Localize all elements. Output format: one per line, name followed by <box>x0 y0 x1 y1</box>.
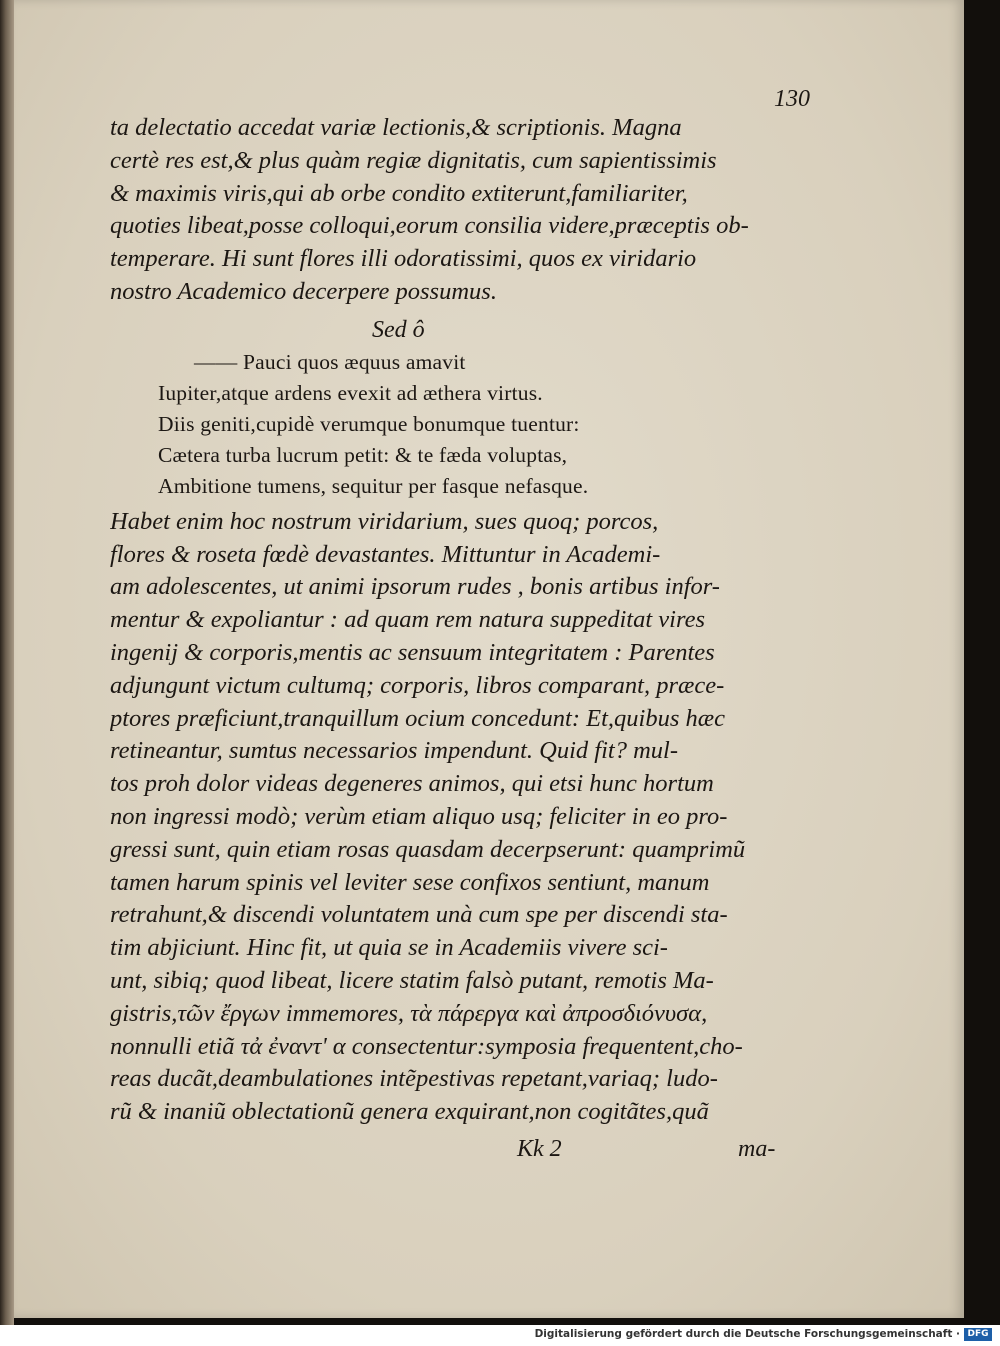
prose-bottom <box>110 506 820 1129</box>
catchword: ma- <box>738 1136 776 1162</box>
verse-line: Ambitione tumens, sequitur per fasque nefasque. <box>158 473 589 498</box>
verse-line: Diis geniti,cupidè verumque bonumque tuentur: <box>158 411 580 436</box>
text-line: ptores præficiunt,tranquillum ocium concedunt: Et,quibus hæc <box>110 704 725 732</box>
text-line: flores & roseta fœdè devastantes. Mittuntur in Academi- <box>110 540 661 568</box>
text-line: unt, sibiq; quod libeat, licere statim falsò putant, remotis Ma- <box>110 966 714 994</box>
dfg-logo-icon: DFG <box>964 1328 992 1341</box>
text-line: ingenij & corporis,mentis ac sensuum integritatem : Parentes <box>110 638 715 666</box>
text-line: mentur & expoliantur : ad quam rem natura suppeditat vires <box>110 606 705 634</box>
book-page <box>14 0 964 1318</box>
text-line: non ingressi modò; verùm etiam aliquo usq; feliciter in eo pro- <box>110 802 728 830</box>
footer-bar <box>0 1325 1000 1346</box>
verse-quotation <box>158 347 820 502</box>
text-line: adjungunt victum cultumq; corporis, libros comparant, præce- <box>110 671 725 699</box>
verse-line: Iupiter,atque ardens evexit ad æthera virtus. <box>158 380 543 405</box>
verse-line: Cætera turba lucrum petit: & te fæda voluptas, <box>158 442 568 467</box>
book-spine-edge <box>0 0 14 1325</box>
text-line: quoties libeat,posse colloqui,eorum consilia videre,præceptis ob- <box>110 212 749 240</box>
text-line: temperare. Hi sunt flores illi odoratissimi, quos ex viridario <box>110 245 697 273</box>
text-line: Habet enim hoc nostrum viridarium, sues quoq; porcos, <box>110 507 659 535</box>
text-line: nonnulli etiã τἀ ἐναντ' α consectentur:symposia frequentent,cho- <box>110 1032 743 1060</box>
text-line: nostro Academico decerpere possumus. <box>110 277 497 305</box>
text-line: am adolescentes, ut animi ipsorum rudes , bonis artibus infor- <box>110 573 720 601</box>
footer-credit: Digitalisierung gefördert durch die Deutsche Forschungsgemeinschaft · <box>534 1328 960 1340</box>
text-line: tos proh dolor videas degeneres animos, qui etsi hunc hortum <box>110 770 714 798</box>
text-line: gistris,τῶν ἔργων immemores, τὰ πάρεργα καὶ ἀπροσδιόνυσα, <box>110 999 708 1027</box>
text-line: tamen harum spinis vel leviter sese confixos sentiunt, manum <box>110 868 710 896</box>
text-line: ta delectatio accedat variæ lectionis,& scriptionis. Magna <box>110 114 682 141</box>
text-line: retineantur, sumtus necessarios impendunt. Quid fit? mul- <box>110 737 679 765</box>
text-line: & maximis viris,qui ab orbe condito extiterunt,familiariter, <box>110 179 688 207</box>
verse-line: —— Pauci quos æquus amavit <box>194 349 466 374</box>
page-number: 130 <box>774 86 810 112</box>
text-line: retrahunt,& discendi voluntatem unà cum spe per discendi sta- <box>110 901 728 929</box>
prose-top <box>110 112 820 309</box>
text-line: gressi sunt, quin etiam rosas quasdam decerpserunt: quamprimũ <box>110 835 746 863</box>
text-block <box>110 112 820 1129</box>
text-line: reas ducãt,deambulationes intẽpestivas repetant,variaq; ludo- <box>110 1065 718 1093</box>
signature-mark: Kk 2 <box>517 1136 562 1162</box>
text-line: tim abjiciunt. Hinc fit, ut quia se in Academiis vivere sci- <box>110 934 668 962</box>
text-line: rũ & inaniũ oblectationũ genera exquirant,non cogitãtes,quã <box>110 1098 709 1126</box>
text-line: certè res est,& plus quàm regiæ dignitatis, cum sapientissimis <box>110 146 717 174</box>
verse-intro: Sed ô <box>372 316 425 343</box>
